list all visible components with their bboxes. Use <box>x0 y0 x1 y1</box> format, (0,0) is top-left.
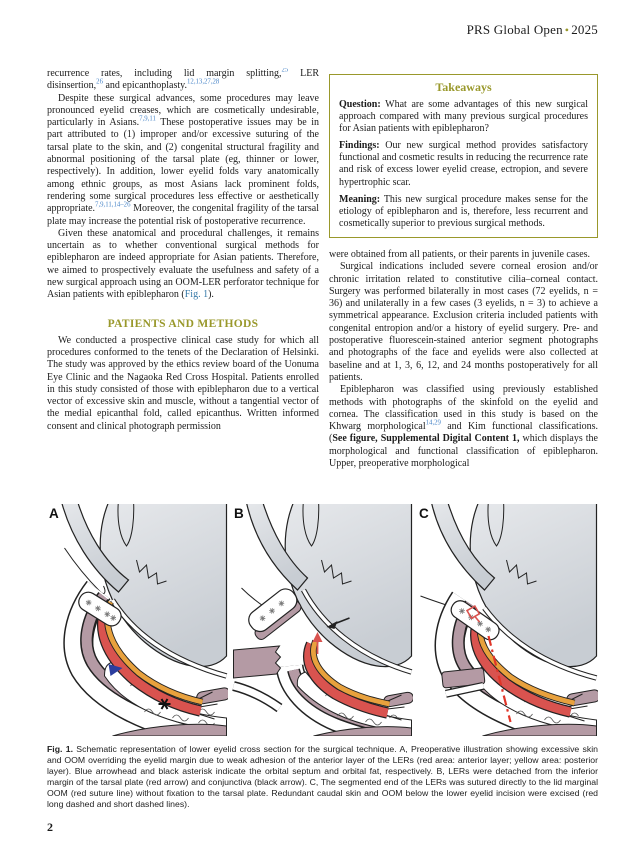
paragraph-text: Given these anatomical and procedural challenges, it remains uncertain as to whether conventional surgical methods for epiblepharon are indeed appropriate for Asian patients. Therefore, we aimed to prospectively evaluate the usefulness and safety of a new surgical approach using an OOM-LER perforator technique for Asian patients with epiblepharon ( <box>47 227 319 301</box>
figure-panel-b <box>232 504 413 736</box>
takeaways-meaning-label: Meaning: <box>339 193 381 205</box>
paragraph: Surgical indications included severe corneal erosion and/or chronic irritation related to constitutive cilia–corneal contact. Surgery was performed bilaterally in most cases (72 eyelids, n = 36) and unilaterally in a few cases (3 eyelids, n = 3) to achieve a symmetrical appearance. Exclusion criteria included patients with congenital entropion and/or a history of eyelid surgery. Pre- and postoperative fluorescein-stained anterior segment photographs and photographs of the face and eyelids were also collected at baseline and at 1, 3, 6, 12, and 24 months postoperatively for all patients. <box>329 261 598 383</box>
paragraph: Epiblepharon was classified using previously established methods with photographs of the skinfold on the eyelid and cornea. The classification used in this study is based on the Khwarg morphological$^{14,29}$ and Kim functional classifications. (See figure, Supplemental Digital Content 1, which displays the morphological and functional classification of epiblepharon. Upper, preoperative morphological <box>329 384 598 469</box>
panel-label-c: C <box>419 506 429 521</box>
panel-label-b: B <box>234 506 244 521</box>
paragraph-text: ). <box>208 289 214 301</box>
takeaways-meaning <box>339 194 588 230</box>
takeaways-findings-label: Findings: <box>339 140 380 152</box>
takeaways-box <box>329 74 598 238</box>
takeaways-findings <box>339 140 588 188</box>
takeaways-question-text: What are some advantages of this new surgical approach compared with many previous surgical procedures for Asian patients with epiblepharon? <box>339 99 588 135</box>
panel-label-a: A <box>49 506 59 521</box>
paragraph: Despite these surgical advances, some procedures may leave pronounced eyelid creases, which are cosmetically undesirable, particularly in Asians.$^{7,9,11}$ These postoperative issues may be in part attributed to (1) improper and/or excessive suturing of the tarsal plate to the skin, and (2) congenital structural fragility and abnormal positioning of the tarsal plate (eg, thinner or lower, respectively). In addition, lower eyelid folds vary anatomically among ethnic groups, as most Asians lack prominent folds, rendering some surgical procedures less effective or aesthetically appropriate.$^{7,9,11,14-26}$ Moreover, the congenital fragility of the tarsal plate may increase the potential risk of postoperative recurrence. <box>47 92 319 227</box>
right-column <box>329 68 598 498</box>
running-head <box>47 22 598 38</box>
two-column-body <box>47 68 598 498</box>
takeaways-meaning-text: This new surgical procedure makes sense for the etiology of epiblepharon and is, therefore, less recurrent and cosmetically superior to previous surgical methods. <box>339 193 588 229</box>
page-number: 2 <box>47 820 53 834</box>
figure-panel-a <box>47 504 228 736</box>
eyelid-cross-section-suture-illustration <box>417 504 598 736</box>
eyelid-cross-section-detachment-illustration <box>232 504 413 736</box>
takeaways-findings-text: Our new surgical method provides satisfactory functional and cosmetic results in reducing the recurrence rate and risk of excess lower eyelid crease, ectropion, and severe hypertrophic scar. <box>339 140 588 188</box>
takeaways-question-label: Question: <box>339 99 381 110</box>
journal-title: PRS Global Open <box>466 22 563 37</box>
figure-1-link[interactable]: Fig. 1 <box>184 289 209 301</box>
section-heading-patients-and-methods: PATIENTS AND METHODS <box>107 317 259 330</box>
figure-panel-c <box>417 504 598 736</box>
paragraph: We conducted a prospective clinical case study for which all procedures conformed to the tenets of the Declaration of Helsinki. The study was approved by the ethics review board of the Uonuma Eye Clinic and the Nagaoka Red Cross Hospital. Patients enrolled in this study consisted of those with epiblepharon due to a vertical vector of excessive skin and muscle, without a tangential vector of the medial epicanthal fold, called epicanthus. Written informed consent and clinical photograph permission <box>47 334 319 432</box>
takeaways-title: Takeaways <box>435 80 492 94</box>
figure-1 <box>47 504 598 809</box>
figure-caption-label: Fig. 1. <box>47 744 73 754</box>
journal-year: 2025 <box>571 22 598 37</box>
paragraph: recurrence rates, including lid margin splitting,$^{25}$ LER disinsertion,$^{26}$ and epicanthoplasty.$^{12,13,27,28}$ <box>47 68 319 92</box>
paragraph: were obtained from all patients, or their parents in juvenile cases. <box>329 248 591 260</box>
figure-caption <box>47 744 598 809</box>
takeaways-question <box>339 99 588 135</box>
figure-panels <box>47 504 598 736</box>
paragraph <box>47 228 319 302</box>
bullet-separator-icon: • <box>564 23 570 37</box>
figure-caption-text: Schematic representation of lower eyelid cross section for the surgical technique. A, Preoperative illustration showing excessive skin and OOM overriding the eyelid margin due to weak adhesion of the anterior layer of the LERs (red area: anterior layer; yellow area: posterior layer). Blue arrowhead and black asterisk indicate the orbital septum and orbital fat, respectively. B, LERs were detached from the inferior margin of the tarsal plate (red arrow) and conjunctiva (black arrow). C, The segmented end of the LERs was sutured directly to the lid marginal OOM (red suture line) without fixation to the tarsal plate. Redundant caudal skin and OOM below the lower eyelid incision were excised (red long dashed and short dashed lines). <box>47 744 599 809</box>
left-column <box>47 68 319 498</box>
eyelid-cross-section-preop-illustration <box>47 504 228 736</box>
